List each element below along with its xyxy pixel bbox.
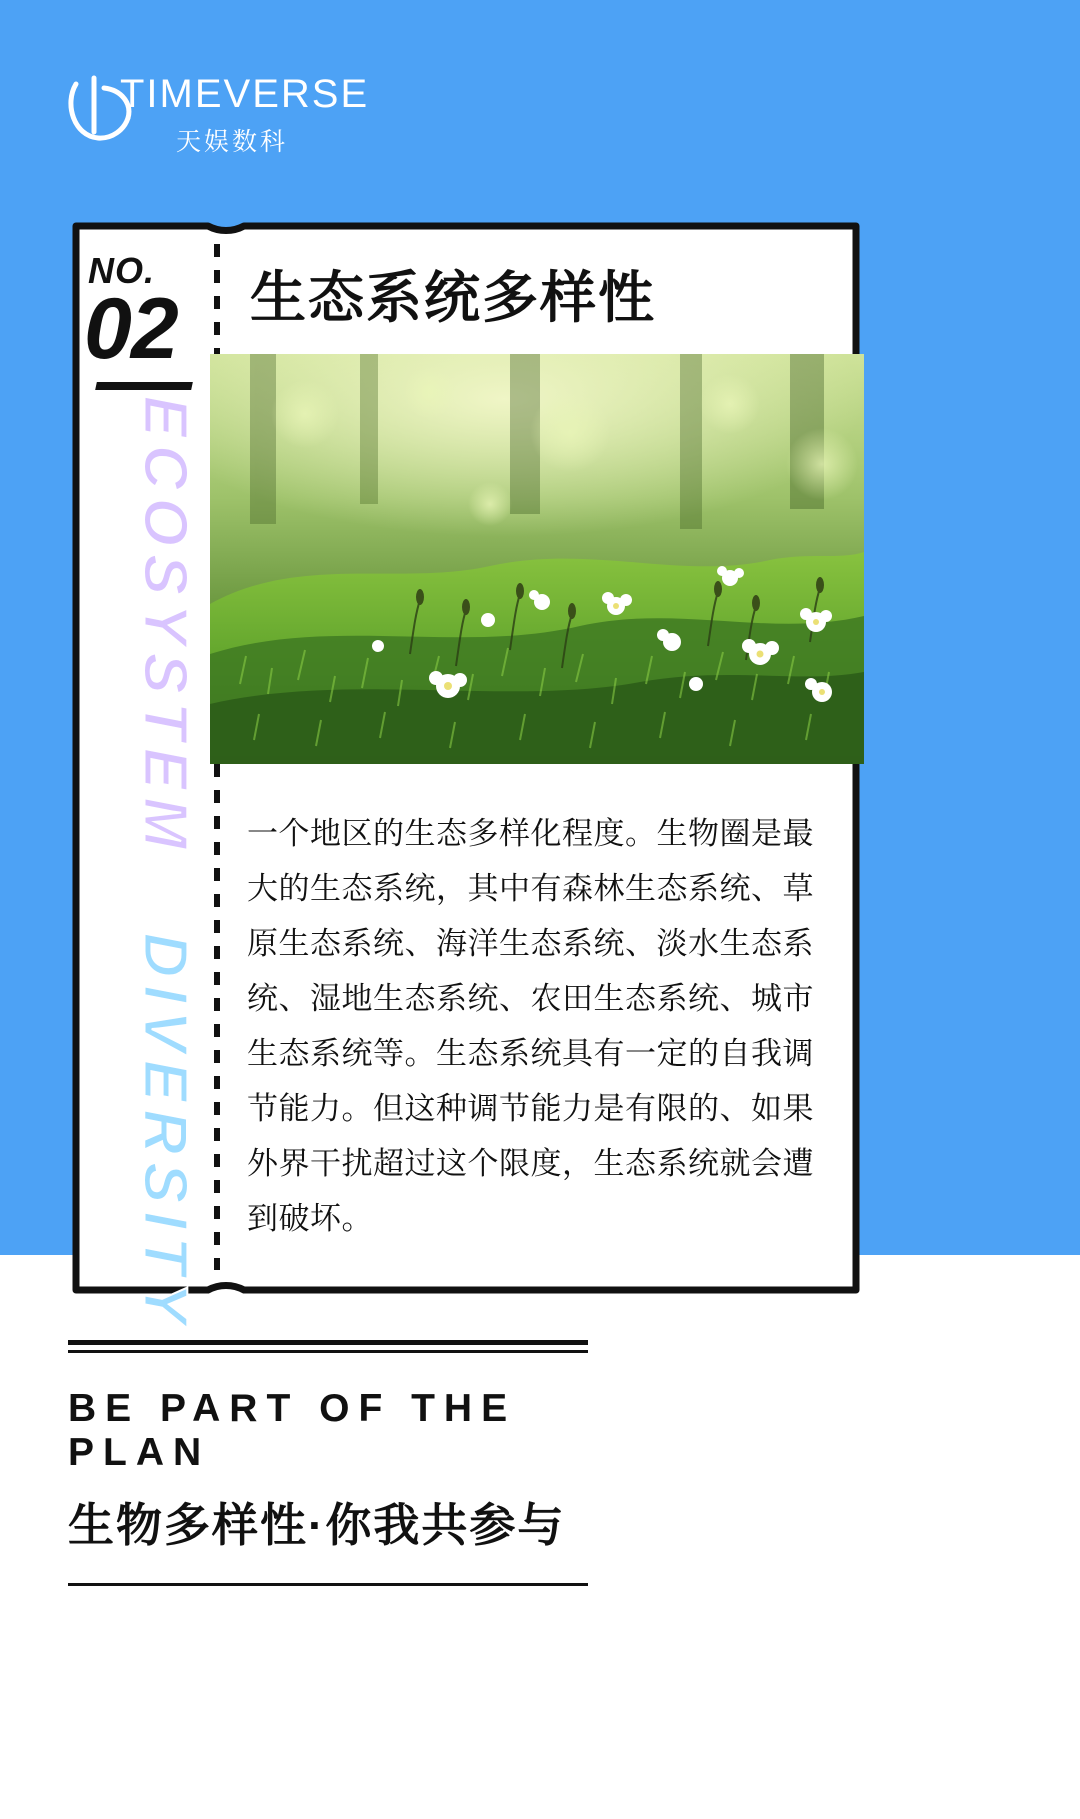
vertical-english-title <box>130 395 201 1332</box>
footer-rule-top-thin <box>68 1350 588 1353</box>
card-number-underline <box>95 382 193 390</box>
vertical-english-part2: DIVERSITY <box>130 932 200 1332</box>
card-number-label: NO. <box>88 250 156 291</box>
card-body-text: 一个地区的生态多样化程度。生物圈是最大的生态系统，其中有森林生态系统、草原生态系统、海洋生态系统、淡水生态系统、湿地生态系统、农田生态系统、城市生态系统等。生态系统具有一定的自我调节能力。但这种调节能力是有限的、如果外界干扰超过这个限度，生态系统就会遭到破坏。 <box>247 816 814 1236</box>
footer-chinese: 生物多样性·你我共参与 <box>68 1499 566 1551</box>
footer-english: BE PART OF THE PLAN <box>68 1387 517 1474</box>
card-number: 02 <box>84 281 178 377</box>
footer-rule-top <box>68 1340 588 1345</box>
card-title: 生态系统多样性 <box>250 266 656 329</box>
footer-rule-bottom <box>68 1583 588 1586</box>
vertical-english-part1: ECOSYSTEM <box>130 395 200 857</box>
forest-moss-photo <box>210 354 864 764</box>
footer <box>68 1340 588 1586</box>
brand-logo <box>68 60 368 170</box>
brand-wordmark: TIMEVERSE <box>120 72 370 116</box>
brand-wordmark-cn: 天娱数科 <box>176 128 289 156</box>
